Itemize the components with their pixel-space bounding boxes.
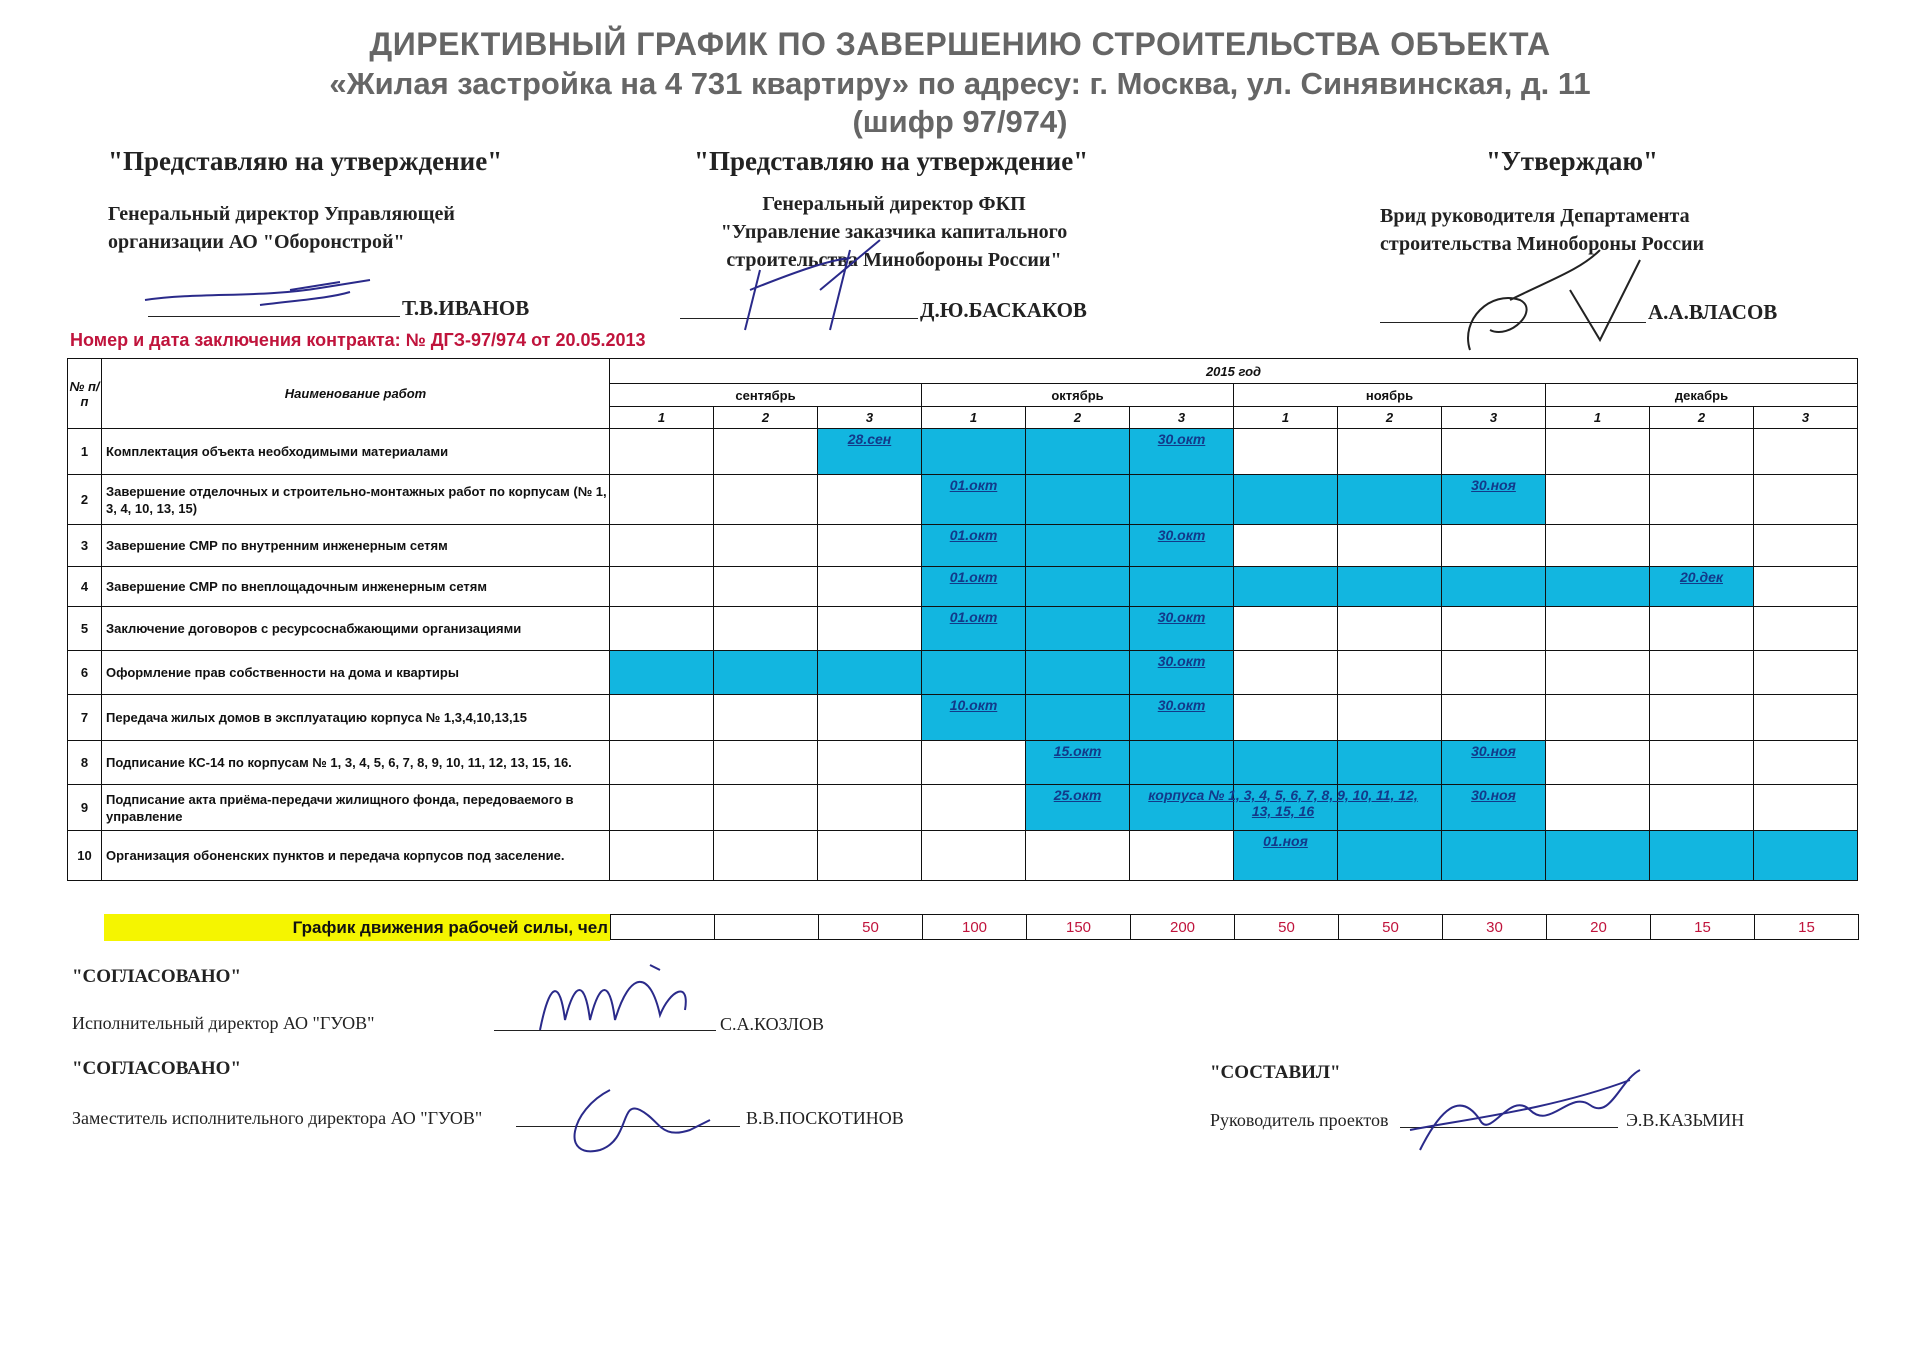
approval-heading-2: "Представляю на утверждение": [694, 146, 1089, 176]
schedule-cell: [922, 567, 1026, 607]
schedule-cell: [610, 567, 714, 607]
date-label: 30.окт: [1157, 431, 1206, 447]
schedule-cell: [610, 785, 714, 831]
approval-position-1-line1: Генеральный директор Управляющей: [108, 203, 455, 225]
date-label: 01.окт: [949, 527, 998, 543]
schedule-cell: [1650, 831, 1754, 881]
schedule-cell: [1130, 429, 1234, 475]
agreed-signature-1: [520, 960, 720, 1050]
schedule-cell: [1650, 741, 1754, 785]
compiled-heading: "СОСТАВИЛ": [1210, 1062, 1341, 1083]
schedule-cell: [1026, 607, 1130, 651]
schedule-cell: [1338, 429, 1442, 475]
schedule-cell: [1130, 741, 1234, 785]
approval-signature-3: [1450, 240, 1660, 360]
contract-info: Номер и дата заключения контракта: № ДГЗ-97/974 от 20.05.2013: [70, 330, 646, 350]
schedule-cell: [1338, 741, 1442, 785]
object-title: «Жилая застройка на 4 731 квартиру» по адресу: г. Москва, ул. Синявинская, д. 11: [329, 66, 1591, 101]
work-name: Передача жилых домов в эксплуатацию корпуса № 1,3,4,10,13,15: [102, 695, 610, 741]
schedule-cell: [1234, 695, 1338, 741]
schedule-cell: [1234, 607, 1338, 651]
agreed-heading-1: "СОГЛАСОВАНО": [72, 966, 242, 987]
schedule-cell: [1546, 567, 1650, 607]
schedule-cell: [1442, 607, 1546, 651]
work-name: Комплектация объекта необходимыми материалами: [102, 429, 610, 475]
schedule-cell: [1130, 831, 1234, 881]
schedule-cell: [818, 831, 922, 881]
workforce-value: 50: [1235, 915, 1339, 940]
table-row: [68, 785, 1858, 831]
workforce-table: [610, 914, 1859, 940]
schedule-cell: [610, 607, 714, 651]
schedule-cell: [1442, 475, 1546, 525]
schedule-cell: [922, 695, 1026, 741]
row-number: 4: [68, 567, 102, 607]
schedule-cell: [1130, 695, 1234, 741]
schedule-cell: [1546, 429, 1650, 475]
approval-position-2-line2: "Управление заказчика капитального: [720, 221, 1068, 243]
schedule-cell: [1234, 567, 1338, 607]
schedule-cell: [1026, 785, 1130, 831]
work-name: Завершение отделочных и строительно-монтажных работ по корпусам (№ 1, 3, 4, 10, 13, 15): [102, 475, 610, 525]
schedule-cell: [1338, 607, 1442, 651]
workforce-value: 150: [1027, 915, 1131, 940]
schedule-cell: [1234, 429, 1338, 475]
schedule-cell: [818, 695, 922, 741]
schedule-cell: [922, 607, 1026, 651]
schedule-cell: [1442, 785, 1546, 831]
row-number: 6: [68, 651, 102, 695]
work-name: Организация обоненских пунктов и передача корпусов под заселение.: [102, 831, 610, 881]
schedule-cell: [818, 785, 922, 831]
agreed-signature-2: [550, 1070, 730, 1170]
schedule-cell: [1026, 651, 1130, 695]
approval-position-3-line1: Врид руководителя Департамента: [1380, 205, 1690, 227]
decade-header: 2: [1338, 407, 1442, 429]
schedule-cell: [922, 651, 1026, 695]
schedule-cell: [1754, 607, 1858, 651]
schedule-cell: [818, 607, 922, 651]
schedule-cell: [1026, 741, 1130, 785]
row-number: 8: [68, 741, 102, 785]
schedule-cell: [1754, 695, 1858, 741]
schedule-cell: [1130, 475, 1234, 525]
approval-name-3: А.А.ВЛАСОВ: [1648, 300, 1778, 324]
table-row: [68, 607, 1858, 651]
workforce-value: 50: [1339, 915, 1443, 940]
approval-name-1: Т.В.ИВАНОВ: [402, 296, 530, 320]
row-number: 3: [68, 525, 102, 567]
schedule-cell: [818, 525, 922, 567]
approval-position-1-line2: организации АО "Оборонстрой": [108, 231, 405, 253]
schedule-cell: [714, 567, 818, 607]
decade-header: 2: [1026, 407, 1130, 429]
schedule-cell: [1754, 785, 1858, 831]
date-label: 30.ноя: [1471, 743, 1516, 759]
workforce-value: 200: [1131, 915, 1235, 940]
schedule-cell: [818, 567, 922, 607]
decade-header: 1: [610, 407, 714, 429]
schedule-cell: [818, 651, 922, 695]
decade-header: 2: [1650, 407, 1754, 429]
decade-header: 1: [922, 407, 1026, 429]
schedule-cell: [1546, 741, 1650, 785]
date-label: 30.окт: [1157, 527, 1206, 543]
schedule-cell: [1130, 785, 1418, 831]
workforce-value: 15: [1755, 915, 1859, 940]
schedule-cell: [922, 525, 1026, 567]
workforce-value: 50: [819, 915, 923, 940]
schedule-cell: [1338, 651, 1442, 695]
schedule-cell: [1338, 567, 1442, 607]
schedule-cell: [1442, 741, 1546, 785]
schedule-cell: [1754, 475, 1858, 525]
schedule-cell: [1026, 567, 1130, 607]
date-label: 01.окт: [949, 609, 998, 625]
date-label: 01.окт: [949, 569, 998, 585]
schedule-cell: [1650, 475, 1754, 525]
schedule-cell: [1754, 831, 1858, 881]
date-label: 30.окт: [1157, 653, 1206, 669]
schedule-cell: [1546, 607, 1650, 651]
schedule-cell: [1442, 831, 1546, 881]
schedule-cell: [1026, 831, 1130, 881]
schedule-cell: [1546, 651, 1650, 695]
schedule-cell: [714, 695, 818, 741]
schedule-cell: [610, 651, 714, 695]
schedule-cell: [1130, 651, 1234, 695]
schedule-cell: [1546, 475, 1650, 525]
schedule-cell: [1442, 525, 1546, 567]
date-label: 01.ноя: [1263, 833, 1308, 849]
schedule-cell: [714, 475, 818, 525]
decade-header: 3: [1754, 407, 1858, 429]
schedule-cell: [610, 525, 714, 567]
schedule-cell: [1754, 525, 1858, 567]
compiled-name: Э.В.КАЗЬМИН: [1626, 1110, 1745, 1130]
decade-header: 1: [1234, 407, 1338, 429]
decade-header: 2: [714, 407, 818, 429]
approval-signature-1: [140, 270, 380, 320]
schedule-cell: [1650, 695, 1754, 741]
schedule-cell: [1546, 695, 1650, 741]
table-row: [68, 741, 1858, 785]
schedule-cell: [610, 831, 714, 881]
compiled-signature: [1400, 1050, 1660, 1170]
schedule-cell: [1338, 831, 1442, 881]
row-number: 7: [68, 695, 102, 741]
month-header: сентябрь: [610, 384, 922, 407]
schedule-cell: [1338, 525, 1442, 567]
schedule-cell: [1026, 525, 1130, 567]
workforce-value: 100: [923, 915, 1027, 940]
schedule-cell: [714, 785, 818, 831]
work-name: Оформление прав собственности на дома и квартиры: [102, 651, 610, 695]
schedule-cell: [1650, 651, 1754, 695]
agreed-position-1: Исполнительный директор АО "ГУОВ": [72, 1013, 375, 1033]
schedule-cell: [610, 429, 714, 475]
table-row: [68, 695, 1858, 741]
schedule-cell: [1234, 831, 1338, 881]
approval-position-3-line2: строительства Минобороны России: [1380, 233, 1705, 255]
approval-position-2-line1: Генеральный директор ФКП: [762, 193, 1026, 215]
name-header: Наименование работ: [102, 359, 610, 429]
schedule-cell: [1130, 607, 1234, 651]
work-name: Заключение договоров с ресурсоснабжающими организациями: [102, 607, 610, 651]
workforce-value: 15: [1651, 915, 1755, 940]
row-number: 9: [68, 785, 102, 831]
schedule-cell: [1234, 525, 1338, 567]
schedule-cell: [1650, 429, 1754, 475]
approval-position-2-line3: строительства Минобороны России": [726, 249, 1062, 271]
schedule-cell: [818, 429, 922, 475]
agreed-heading-2: "СОГЛАСОВАНО": [72, 1058, 242, 1079]
schedule-table: [67, 358, 1858, 881]
schedule-cell: [1026, 429, 1130, 475]
work-name: Подписание КС-14 по корпусам № 1, 3, 4, 5, 6, 7, 8, 9, 10, 11, 12, 13, 15, 16.: [102, 741, 610, 785]
date-label: 30.ноя: [1471, 787, 1516, 803]
schedule-cell: [922, 785, 1026, 831]
buildings-note: корпуса № 1, 3, 4, 5, 6, 7, 8, 9, 10, 11, 12, 13, 15, 16: [1148, 787, 1418, 819]
table-row: [68, 475, 1858, 525]
decade-header: 3: [818, 407, 922, 429]
table-row: [68, 525, 1858, 567]
schedule-cell: [922, 429, 1026, 475]
table-row: [68, 651, 1858, 695]
approval-name-2: Д.Ю.БАСКАКОВ: [920, 298, 1087, 322]
decade-header: 3: [1130, 407, 1234, 429]
schedule-cell: [714, 607, 818, 651]
year-header: 2015 год: [610, 359, 1858, 384]
schedule-cell: [1338, 475, 1442, 525]
schedule-cell: [1130, 567, 1234, 607]
date-label: 28.сен: [847, 431, 892, 447]
date-label: 25.окт: [1053, 787, 1102, 803]
schedule-cell: [1546, 525, 1650, 567]
agreed-name-1: С.А.КОЗЛОВ: [720, 1014, 825, 1034]
row-number: 5: [68, 607, 102, 651]
approval-heading-1: "Представляю на утверждение": [108, 146, 503, 176]
schedule-cell: [1338, 695, 1442, 741]
agreed-name-2: В.В.ПОСКОТИНОВ: [746, 1108, 904, 1128]
work-name: Завершение СМР по внеплощадочным инженерным сетям: [102, 567, 610, 607]
schedule-cell: [1442, 695, 1546, 741]
schedule-cell: [714, 741, 818, 785]
schedule-cell: [714, 525, 818, 567]
schedule-cell: [1026, 475, 1130, 525]
schedule-cell: [922, 741, 1026, 785]
schedule-cell: [1546, 831, 1650, 881]
approval-position-1: [108, 200, 455, 256]
date-label: 10.окт: [949, 697, 998, 713]
schedule-cell: [1442, 567, 1546, 607]
date-label: 30.окт: [1157, 609, 1206, 625]
row-number: 10: [68, 831, 102, 881]
document-title: ДИРЕКТИВНЫЙ ГРАФИК ПО ЗАВЕРШЕНИЮ СТРОИТЕЛЬСТВА ОБЪЕКТА: [369, 26, 1551, 62]
workforce-value: 20: [1547, 915, 1651, 940]
workforce-value: [611, 915, 715, 940]
date-label: 01.окт: [949, 477, 998, 493]
row-number: 1: [68, 429, 102, 475]
date-label: 30.окт: [1157, 697, 1206, 713]
num-header: № п/п: [68, 359, 102, 429]
schedule-cell: [714, 831, 818, 881]
schedule-cell: [922, 831, 1026, 881]
approval-signature-2: [720, 230, 920, 340]
workforce-value: 30: [1443, 915, 1547, 940]
schedule-cell: [1442, 651, 1546, 695]
schedule-cell: [714, 651, 818, 695]
schedule-cell: [1754, 567, 1858, 607]
date-label: 20.дек: [1680, 569, 1723, 585]
schedule-cell: [714, 429, 818, 475]
schedule-cell: [1130, 525, 1234, 567]
schedule-cell: [1442, 429, 1546, 475]
schedule-cell: [610, 741, 714, 785]
decade-header: 1: [1546, 407, 1650, 429]
month-header: октябрь: [922, 384, 1234, 407]
schedule-cell: [1026, 695, 1130, 741]
schedule-cell: [1234, 741, 1338, 785]
date-label: 30.ноя: [1471, 477, 1516, 493]
schedule-cell: [1754, 429, 1858, 475]
compiled-position: Руководитель проектов: [1210, 1110, 1389, 1130]
work-name: Завершение СМР по внутренним инженерным сетям: [102, 525, 610, 567]
schedule-cell: [1546, 785, 1650, 831]
table-row: [68, 567, 1858, 607]
decade-header: 3: [1442, 407, 1546, 429]
approval-heading-3: "Утверждаю": [1486, 146, 1659, 176]
table-row: [68, 429, 1858, 475]
schedule-cell: [610, 695, 714, 741]
object-code: (шифр 97/974): [852, 104, 1068, 139]
schedule-cell: [1650, 525, 1754, 567]
schedule-cell: [818, 741, 922, 785]
date-label: 15.окт: [1053, 743, 1102, 759]
schedule-cell: [1650, 567, 1754, 607]
month-header: декабрь: [1546, 384, 1858, 407]
schedule-cell: [922, 475, 1026, 525]
work-name: Подписание акта приёма-передачи жилищного фонда, передоваемого в управление: [102, 785, 610, 831]
schedule-cell: [610, 475, 714, 525]
schedule-cell: [1234, 475, 1338, 525]
schedule-cell: [1234, 651, 1338, 695]
workforce-value: [715, 915, 819, 940]
schedule-cell: [818, 475, 922, 525]
workforce-label: График движения рабочей силы, чел: [104, 914, 610, 941]
schedule-cell: [1754, 651, 1858, 695]
schedule-cell: [1650, 607, 1754, 651]
schedule-cell: [1650, 785, 1754, 831]
month-header: ноябрь: [1234, 384, 1546, 407]
schedule-cell: [1754, 741, 1858, 785]
agreed-position-2: Заместитель исполнительного директора АО "ГУОВ": [72, 1108, 483, 1128]
table-row: [68, 831, 1858, 881]
row-number: 2: [68, 475, 102, 525]
